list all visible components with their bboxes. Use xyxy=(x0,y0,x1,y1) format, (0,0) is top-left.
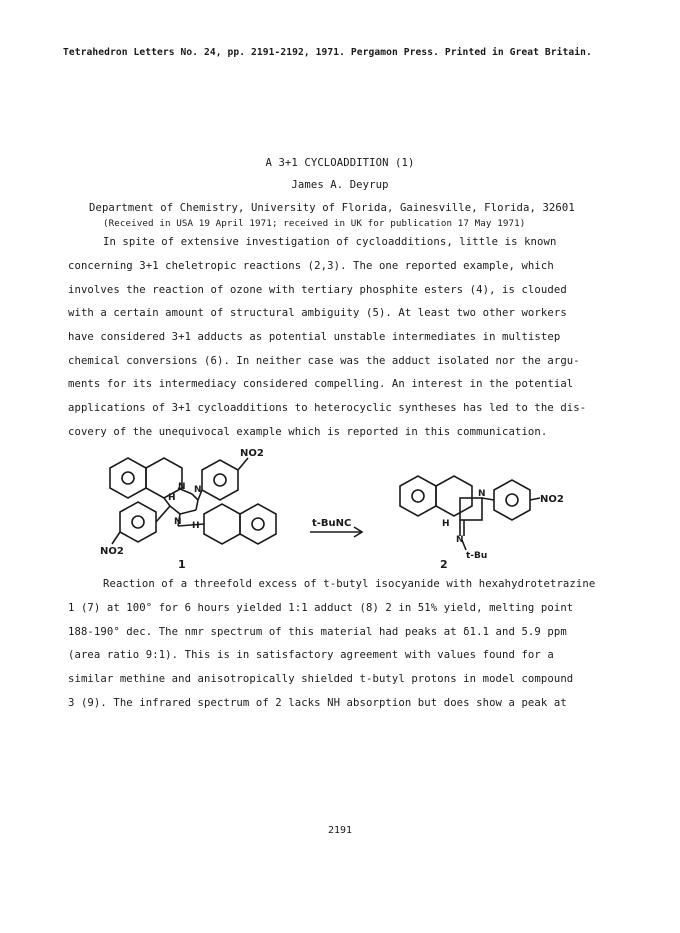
journal-header: Tetrahedron Letters No. 24, pp. 2191-2192, 1971. Pergamon Press. Printed in Great Britain. xyxy=(63,47,592,58)
text-line: covery of the unequivocal example which is reported in this communication. xyxy=(68,426,548,438)
nitrogen-label: N xyxy=(194,485,202,495)
reagent-label: t-BuNC xyxy=(312,518,352,529)
compound-1-number: 1 xyxy=(178,558,186,571)
nitrogen-label: N xyxy=(178,482,186,492)
hydrogen-label: H xyxy=(192,521,200,531)
hydrogen-label: H xyxy=(168,493,176,503)
nitrogen-label: N xyxy=(456,535,464,545)
text-line: In spite of extensive investigation of cycloadditions, little is known xyxy=(103,236,557,248)
affiliation: Department of Chemistry, University of Florida, Gainesville, Florida, 32601 xyxy=(89,202,575,214)
ring xyxy=(202,460,238,500)
ring xyxy=(436,476,472,516)
hydrogen-label: H xyxy=(442,519,450,529)
page-number: 2191 xyxy=(327,825,353,836)
ring xyxy=(146,458,182,498)
nitrogen-label: N xyxy=(478,489,486,499)
text-line: have considered 3+1 adducts as potential unstable intermediates in multistep xyxy=(68,331,561,343)
text-line: chemical conversions (6). In neither case was the adduct isolated nor the argu- xyxy=(68,355,580,367)
ring xyxy=(400,476,436,516)
text-line: 188-190° dec. The nmr spectrum of this material had peaks at δ1.1 and 5.9 ppm xyxy=(68,626,567,638)
text-line: concerning 3+1 cheletropic reactions (2,3). The one reported example, which xyxy=(68,260,554,272)
received-dates: (Received in USA 19 April 1971; received in UK for publication 17 May 1971) xyxy=(103,218,526,229)
ring xyxy=(110,458,146,498)
text-line: applications of 3+1 cycloadditions to heterocyclic syntheses has led to the dis- xyxy=(68,402,587,414)
ring xyxy=(494,480,530,520)
ring xyxy=(204,504,240,544)
ring xyxy=(240,504,276,544)
text-line: similar methine and anisotropically shielded t-butyl protons in model compound xyxy=(68,673,574,685)
author-name: James A. Deyrup xyxy=(291,179,389,191)
text-line: with a certain amount of structural ambiguity (5). At least two other workers xyxy=(68,307,567,319)
compound-2-number: 2 xyxy=(440,558,448,571)
text-line: involves the reaction of ozone with tertiary phosphite esters (4), is clouded xyxy=(68,284,567,296)
article-title: A 3+1 CYCLOADDITION (1) xyxy=(265,157,415,169)
nitrogen-label: N xyxy=(174,517,182,527)
nitro-label: NO2 xyxy=(540,494,564,505)
nitro-label: NO2 xyxy=(240,448,264,459)
ring xyxy=(120,502,156,542)
text-line: 3 (9). The infrared spectrum of 2 lacks NH absorption but does show a peak at xyxy=(68,697,567,709)
nitro-label: NO2 xyxy=(100,546,124,557)
text-line: (area ratio 9:1). This is in satisfactory agreement with values found for a xyxy=(68,649,554,661)
text-line: ments for its intermediacy considered compelling. An interest in the potential xyxy=(68,378,574,390)
text-line: Reaction of a threefold excess of t-butyl isocyanide with hexahydrotetrazine xyxy=(103,578,596,590)
tbutyl-label: t-Bu xyxy=(466,551,488,561)
reaction-scheme xyxy=(100,440,580,580)
text-line: 1 (7) at 100° for 6 hours yielded 1:1 adduct (8) 2 in 51% yield, melting point xyxy=(68,602,574,614)
